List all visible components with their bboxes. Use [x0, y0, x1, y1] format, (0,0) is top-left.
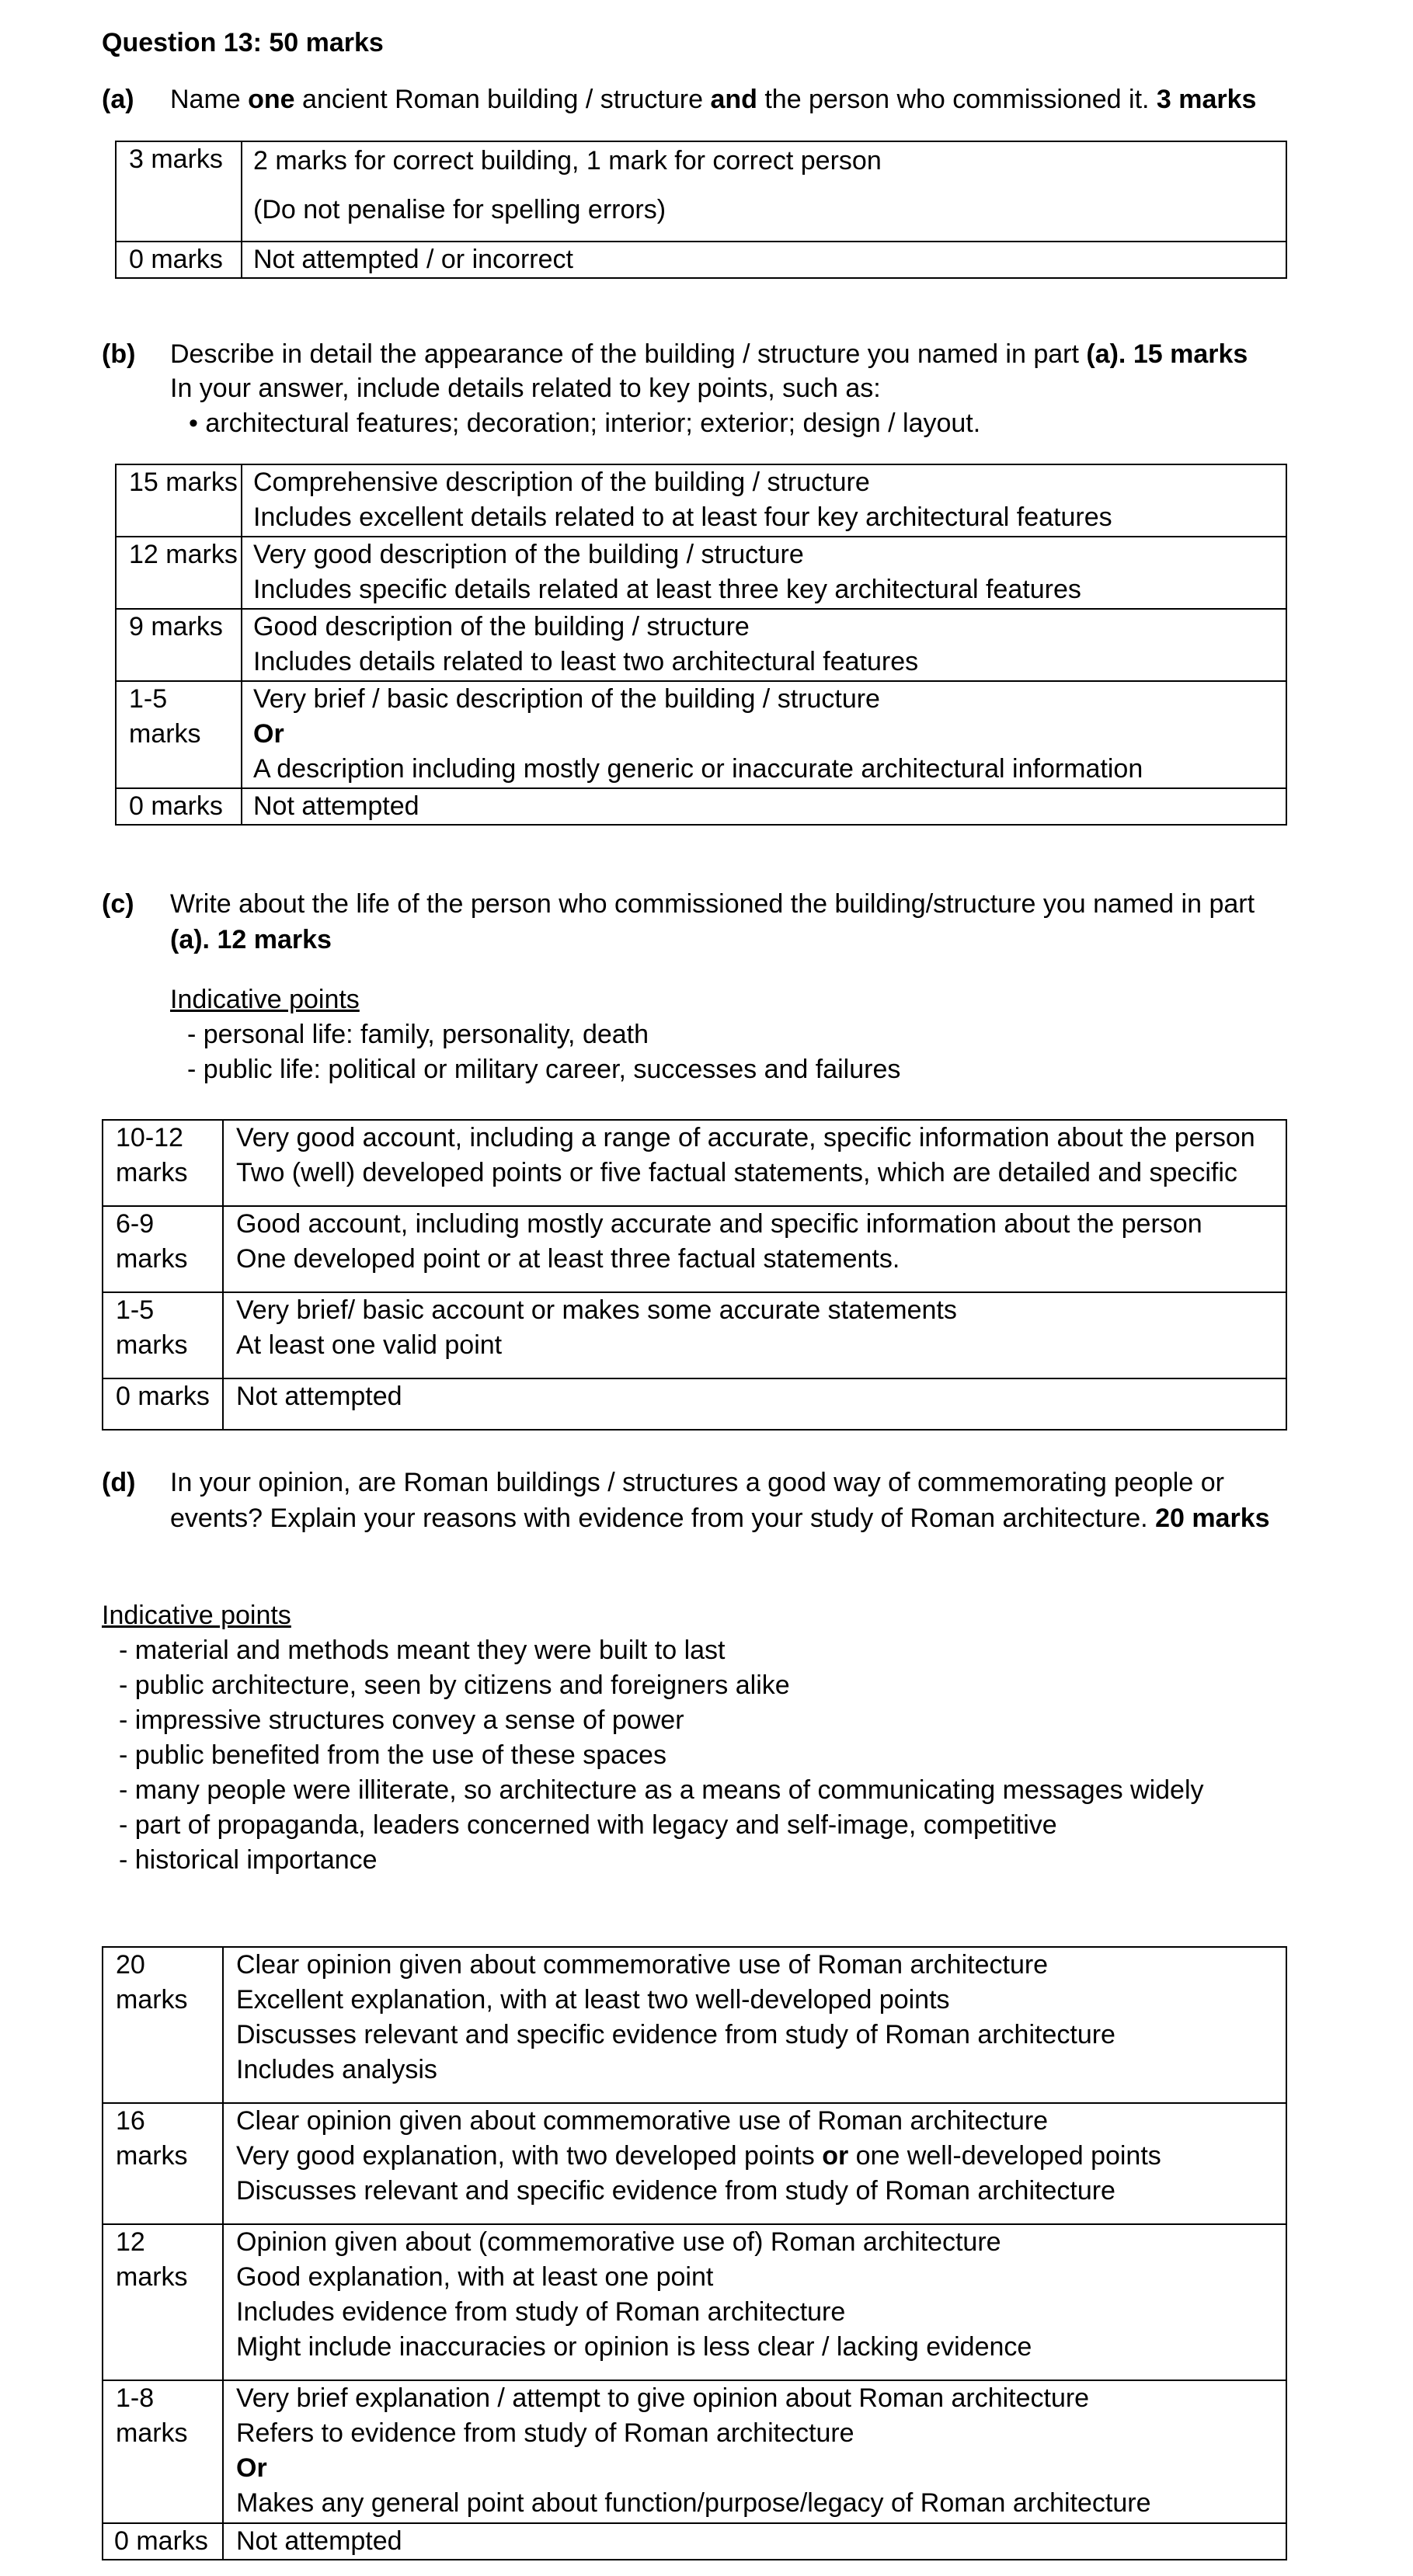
- list-item: - historical importance: [119, 1845, 378, 1875]
- descriptor-cell: Good account, including mostly accurate and specific information about the person One developed point or at least three factual statements.: [223, 1206, 1286, 1292]
- table-row: [116, 609, 1286, 681]
- part-b-bullet: • architectural features; decoration; interior; exterior; design / layout.: [189, 408, 981, 438]
- part-c-prompt-line2: (a). 12 marks: [170, 925, 332, 954]
- mark-cell: 0 marks: [116, 788, 242, 825]
- list-item: - public benefited from the use of these spaces: [119, 1740, 666, 1770]
- descriptor-cell: Very brief/ basic account or makes some accurate statements At least one valid point: [223, 1292, 1286, 1378]
- descriptor-cell: Very good description of the building / structure Includes specific details related at least three key architectural features: [242, 537, 1286, 609]
- table-row: [103, 1947, 1286, 2103]
- part-d-marking-table: [102, 1946, 1287, 2560]
- descriptor-cell: Comprehensive description of the building / structure Includes excellent details related to at least four key architectural features: [242, 464, 1286, 537]
- descriptor-cell: Very brief / basic description of the building / structure Or A description including mostly generic or inaccurate architectural information: [242, 681, 1286, 788]
- mark-cell: 1-5 marks: [116, 681, 242, 788]
- mark-cell: 20 marks: [103, 1947, 223, 2103]
- mark-cell: 1-5 marks: [103, 1292, 223, 1378]
- part-d-points: [119, 1633, 1204, 1878]
- descriptor-cell: Good description of the building / structure Includes details related to least two architectural features: [242, 609, 1286, 681]
- table-row: [103, 2523, 1286, 2560]
- table-row: [103, 2103, 1286, 2224]
- mark-cell: 3 marks: [116, 141, 242, 242]
- descriptor-cell: Not attempted / or incorrect: [242, 242, 1286, 278]
- descriptor-cell: Not attempted: [242, 788, 1286, 825]
- table-row: [103, 1206, 1286, 1292]
- list-item: - many people were illiterate, so architecture as a means of communicating messages widely: [119, 1775, 1204, 1805]
- list-item: - personal life: family, personality, death: [187, 1020, 649, 1049]
- list-item: - public architecture, seen by citizens and foreigners alike: [119, 1670, 790, 1700]
- part-a-label: (a): [102, 85, 134, 114]
- part-d-prompt-line2: events? Explain your reasons with evidence from your study of Roman architecture. 20 marks: [170, 1504, 1270, 1533]
- part-b-marking-table: [115, 464, 1287, 826]
- part-a-marking-table: [115, 141, 1287, 279]
- list-item: - material and methods meant they were built to last: [119, 1636, 726, 1665]
- part-c-points: [187, 1017, 900, 1087]
- part-c-indicative-heading: Indicative points: [170, 985, 360, 1014]
- question-title: Question 13: 50 marks: [102, 28, 384, 57]
- mark-cell: 12 marks: [103, 2224, 223, 2380]
- mark-cell: 12 marks: [116, 537, 242, 609]
- mark-cell: 6-9 marks: [103, 1206, 223, 1292]
- mark-cell: 0 marks: [103, 2523, 223, 2560]
- table-row: [103, 1292, 1286, 1378]
- descriptor-cell: Not attempted: [223, 2523, 1286, 2560]
- descriptor-cell: 2 marks for correct building, 1 mark for correct person (Do not penalise for spelling errors): [242, 141, 1286, 242]
- descriptor-cell: Clear opinion given about commemorative use of Roman architecture Excellent explanation, with at least two well-developed points Discusses relevant and specific evidence from study of Roman architecture Includes analysis: [223, 1947, 1286, 2103]
- table-row: [116, 242, 1286, 278]
- list-item: - impressive structures convey a sense of power: [119, 1705, 684, 1735]
- table-row: [116, 464, 1286, 537]
- descriptor-cell: Clear opinion given about commemorative use of Roman architecture Very good explanation, with two developed points or one well-developed points Discusses relevant and specific evidence from study of Roman architecture: [223, 2103, 1286, 2224]
- part-b-label: (b): [102, 339, 136, 369]
- part-d-indicative-heading: Indicative points: [102, 1601, 291, 1630]
- table-row: [116, 537, 1286, 609]
- mark-cell: 9 marks: [116, 609, 242, 681]
- descriptor-cell: Opinion given about (commemorative use of) Roman architecture Good explanation, with at least one point Includes evidence from study of Roman architecture Might include inaccuracies or opinion is less clear / lacking evidence: [223, 2224, 1286, 2380]
- mark-cell: 0 marks: [116, 242, 242, 278]
- part-b-instruction: In your answer, include details related to key points, such as:: [170, 374, 881, 403]
- part-d-prompt-line1: In your opinion, are Roman buildings / structures a good way of commemorating people or: [170, 1468, 1224, 1497]
- mark-cell: 16 marks: [103, 2103, 223, 2224]
- table-row: [103, 2380, 1286, 2523]
- mark-cell: 15 marks: [116, 464, 242, 537]
- mark-cell: 10-12 marks: [103, 1120, 223, 1206]
- list-item: - public life: political or military career, successes and failures: [187, 1055, 901, 1084]
- mark-cell: 1-8 marks: [103, 2380, 223, 2523]
- descriptor-cell: Very brief explanation / attempt to give opinion about Roman architecture Refers to evidence from study of Roman architecture Or Makes any general point about function/purpose/legacy of Roman architecture: [223, 2380, 1286, 2523]
- part-c-marking-table: [102, 1119, 1287, 1431]
- part-c-prompt-line1: Write about the life of the person who commissioned the building/structure you named in part: [170, 889, 1255, 919]
- part-b-prompt: Describe in detail the appearance of the building / structure you named in part (a). 15 marks: [170, 339, 1248, 369]
- table-row: [116, 788, 1286, 825]
- mark-cell: 0 marks: [103, 1378, 223, 1430]
- descriptor-cell: Not attempted: [223, 1378, 1286, 1430]
- table-row: [116, 141, 1286, 242]
- part-a-prompt: Name one ancient Roman building / structure and the person who commissioned it. 3 marks: [170, 85, 1257, 114]
- table-row: [116, 681, 1286, 788]
- part-d-label: (d): [102, 1468, 136, 1497]
- descriptor-cell: Very good account, including a range of accurate, specific information about the person Two (well) developed points or five factual statements, which are detailed and specific: [223, 1120, 1286, 1206]
- list-item: - part of propaganda, leaders concerned with legacy and self-image, competitive: [119, 1810, 1057, 1840]
- part-c-label: (c): [102, 889, 134, 919]
- table-row: [103, 1378, 1286, 1430]
- table-row: [103, 1120, 1286, 1206]
- table-row: [103, 2224, 1286, 2380]
